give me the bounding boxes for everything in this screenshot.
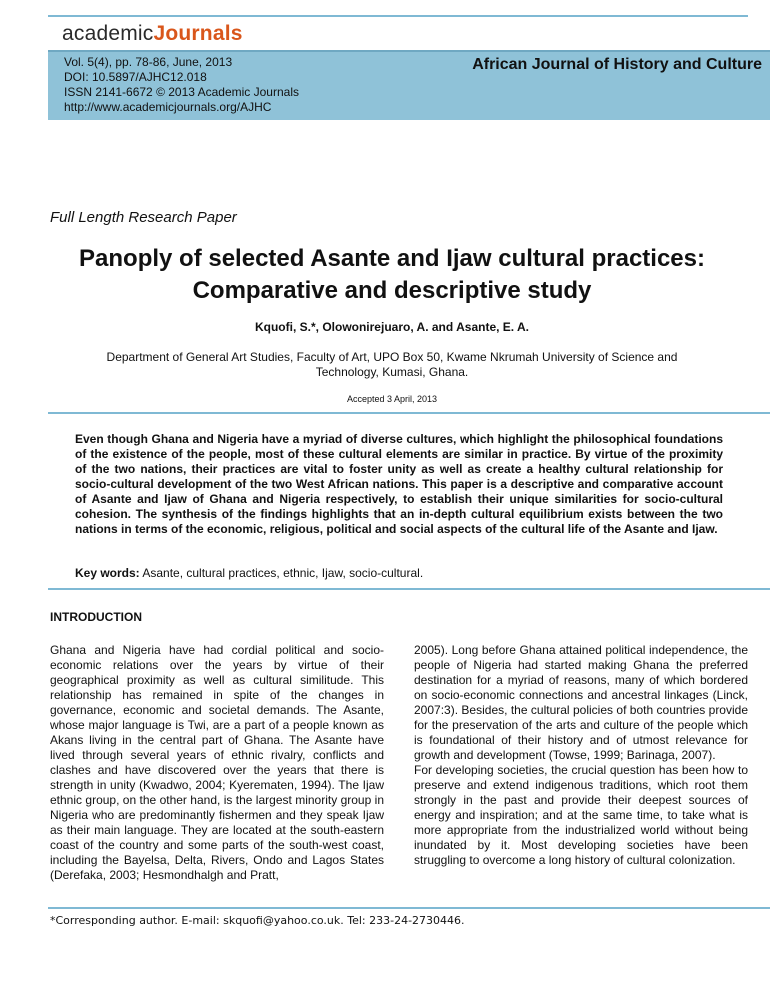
title-line-2: Comparative and descriptive study [192,277,592,304]
footnote-rule [48,907,770,909]
keywords-list: Asante, cultural practices, ethnic, Ijaw, socio-cultural. [142,566,424,580]
section-heading: INTRODUCTION [50,610,142,624]
title-line-1: Panoply of selected Asante and Ijaw cultural practices: [79,245,705,272]
keywords [75,566,423,580]
body-column-left: Ghana and Nigeria have had cordial political and socio-economic relations over the years by virtue of their geographical proximity as well as cultural similitude. This relationship has remained in spite of the changes in governance, economic and societal demands. The Asante, whose major language is Twi, are a part of a people known as Akans living in the central part of Ghana. The Asante have lived through several years of ethnic rivalry, conflicts and clashes and have discovered over the years that there is strength in unity (Kwadwo, 2004; Kyerematen, 1994). The Ijaw ethnic group, on the other hand, is the largest minority group in Nigeria who are predominantly fishermen and they speak Ijaw as their main language. They are located at the south-eastern coast of the country and some parts of the south-west coast, including the Bayelsa, Delta, Rivers, Ondo and Lagos States (Derefaka, 2003; Hesmondhalgh and Pratt, [50,643,384,882]
accepted-date: Accepted 3 April, 2013 [346,394,438,404]
corresponding-author-footnote: *Corresponding author. E-mail: skquofi@yahoo.co.uk. Tel: 233-24-2730446. [50,914,465,927]
meta-url[interactable]: http://www.academicjournals.org/AJHC [64,100,272,114]
body-column-right [414,643,748,868]
meta-doi: DOI: 10.5897/AJHC12.018 [64,70,207,84]
meta-volume: Vol. 5(4), pp. 78-86, June, 2013 [64,55,233,69]
keywords-label: Key words: [75,566,140,580]
logo-prefix: academic [62,22,154,45]
affiliation: Department of General Art Studies, Faculty of Art, UPO Box 50, Kwame Nkrumah University of Science and Technology, Kumasi, Ghana. [106,350,678,379]
abstract-top-rule [48,412,770,414]
right-paragraph-1: 2005). Long before Ghana attained political independence, the people of Nigeria had started making Ghana the preferred destination for a myriad of reasons, many of which bordered on socio-economic connections and ancestral linkages (Linck, 2007:3). Besides, the cultural policies of both countries provide for the preservation of the arts and culture of the people which is foundational of their history and of utmost relevance for growth and development (Towse, 1999; Barinaga, 2007). [414,643,748,762]
logo-suffix: Journals [153,22,243,45]
publisher-logo [62,22,243,46]
abstract-bottom-rule [48,588,770,590]
journal-name: African Journal of History and Culture [472,56,762,73]
header-top-rule [48,15,748,17]
paper-title [0,243,784,307]
authors: Kquofi, S.*, Olowonirejuaro, A. and Asante, E. A. [254,320,530,334]
publication-meta [64,55,299,115]
right-paragraph-2: For developing societies, the crucial question has been how to preserve and extend indigenous traditions, which root them strongly in the past and provide their deepest sources of energy and inspiration; and at the same time, to take what is more appropriate from the industrialized world without being inundated by it. Most developing societies have been struggling to overcome a long history of cultural colonization. [414,763,748,867]
meta-issn: ISSN 2141-6672 © 2013 Academic Journals [64,85,299,99]
abstract: Even though Ghana and Nigeria have a myriad of diverse cultures, which highlight the philosophical foundations of the existence of the people, most of these cultural elements are similar in practice. By virtue of the proximity of the two nations, their practices are vital to foster unity as well as create a healthy cultural relationship for socio-cultural development of the two West African nations. This paper is a descriptive and comparative account of Asante and Ijaw of Ghana and Nigeria respectively, to establish their unique similarities for socio-cultural cohesion. The synthesis of the findings highlights that an in-depth cultural equilibrium exists between the two nations in terms of the economic, religious, political and social aspects of the cultural life of the Asante and Ijaw. [75,432,723,536]
paper-type: Full Length Research Paper [50,209,237,226]
